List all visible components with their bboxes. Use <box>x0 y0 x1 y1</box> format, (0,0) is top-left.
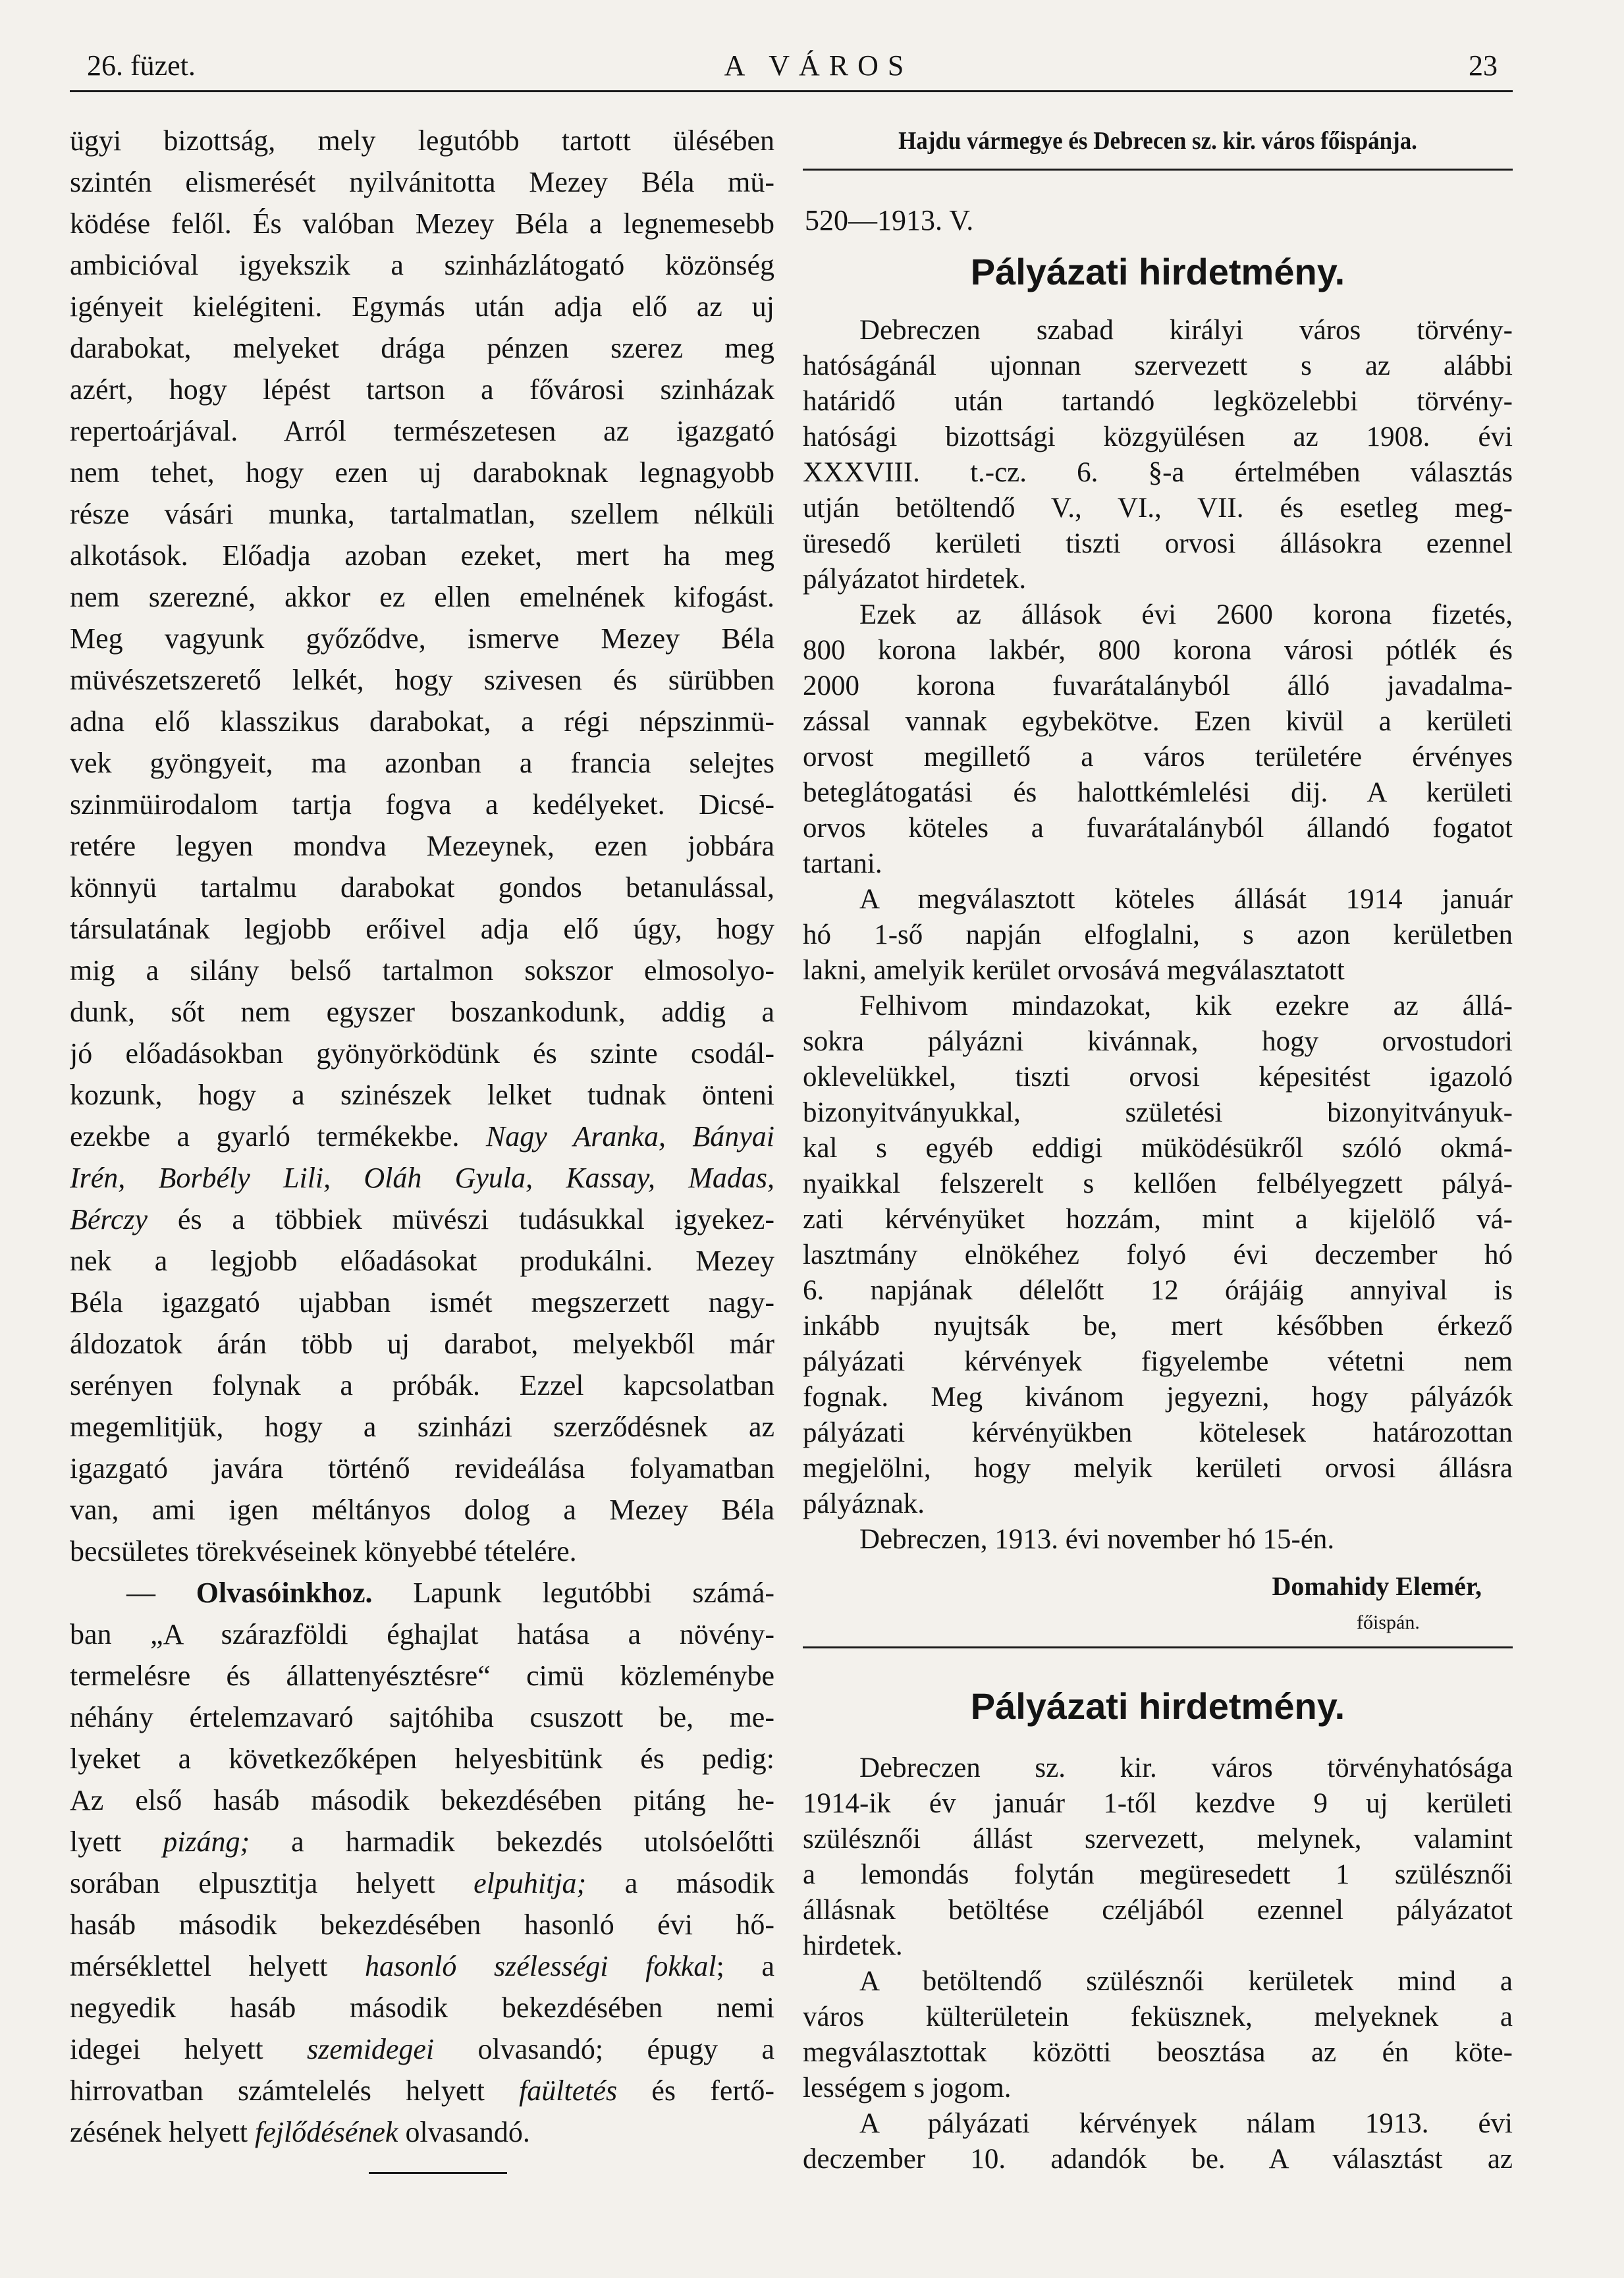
text-line: orvos köteles a fuvarátalányból állandó fogatot <box>803 813 1513 844</box>
text-line: megemlitjük, hogy a szinházi szerződésnek az <box>70 1411 774 1443</box>
issue-number: 26. füzet. <box>87 49 196 82</box>
text-line: kozunk, hogy a szinészek lelket tudnak önteni <box>70 1079 774 1111</box>
text-line: Béla igazgató ujabban ismét megszerzett nagy- <box>70 1286 774 1318</box>
text-line: része vásári munka, tartalmatlan, szellem nélküli <box>70 498 774 530</box>
text-line: állásnak betöltése czéljából ezennel pályázatot <box>803 1895 1513 1926</box>
text-segment: a második <box>586 1867 774 1899</box>
text-segment: lyett <box>70 1826 163 1858</box>
text-segment: hirrovatban számtelelés helyett <box>70 2075 520 2107</box>
text-segment: idegei helyett <box>70 2033 308 2065</box>
text-line: darabokat, melyeket drága pénzen szerez meg <box>70 332 774 364</box>
text-line: lakni, amelyik kerület orvosává megválasztatott <box>803 955 1345 986</box>
text-line: hasáb második bekezdésében hasonló évi hő- <box>70 1909 774 1941</box>
text-segment: a harmadik bekezdés utolsóelőtti <box>250 1826 774 1858</box>
text-line: inkább nyujtsák be, mert későbben érkező <box>803 1311 1513 1342</box>
text-line: ambicióval igyekszik a szinházlátogató közönség <box>70 249 774 281</box>
text-line: nem szerezné, akkor ez ellen emelnének kifogást. <box>70 581 774 613</box>
text-line: megválasztottak közötti beosztása az én köte- <box>803 2037 1513 2068</box>
text-line: vek gyöngyeit, ma azonban a francia selejtes <box>70 747 774 779</box>
text-line: XXXVIII. t.-cz. 6. §-a értelmében választás <box>803 457 1513 488</box>
text-line: utján betöltendő V., VI., VII. és esetleg meg- <box>803 493 1513 524</box>
text-segment: ; a <box>716 1950 774 1982</box>
heading-rule <box>803 169 1513 171</box>
text-segment: Lapunk legutóbbi számá- <box>372 1577 774 1609</box>
text-line: müvészetszerető lelkét, hogy szivesen és sürübben <box>70 664 774 696</box>
text-line: Az első hasáb második bekezdésében pitáng he- <box>70 1784 774 1816</box>
text-line: retére legyen mondva Mezeynek, ezen jobbára <box>70 830 774 862</box>
text-segment: ezekbe a gyarló termékekbe. <box>70 1120 486 1153</box>
text-segment: sorában elpusztitja helyett <box>70 1867 474 1899</box>
text-line: A megválasztott köteles állását 1914 január <box>859 884 1513 915</box>
text-line: sokra pályázni kivánnak, hogy orvostudori <box>803 1026 1513 1057</box>
signature-title: főispán. <box>1357 1612 1420 1633</box>
italic-text: elpuhitja; <box>474 1867 587 1899</box>
text-line <box>70 2028 774 2070</box>
text-line: negyedik hasáb második bekezdésében nemi <box>70 1992 774 2024</box>
italic-text: faültetés <box>519 2075 618 2107</box>
text-line: beteglátogatási és halottkémlelési dij. A kerületi <box>803 777 1513 808</box>
text-line: A pályázati kérvények nálam 1913. évi <box>859 2108 1513 2139</box>
journal-title: A VÁROS <box>724 49 913 82</box>
text-line: szülésznői állást szervezett, melynek, valamint <box>803 1824 1513 1855</box>
text-line <box>70 2070 774 2111</box>
text-line: 6. napjának délelőtt 12 órájáig annyival is <box>803 1275 1513 1306</box>
text-line: pályázati kérvények figyelembe vétetni nem <box>803 1346 1513 1377</box>
text-line <box>70 1572 774 1614</box>
text-line: ban „A szárazföldi éghajlat hatása a növény- <box>70 1618 774 1650</box>
text-segment: — <box>126 1577 196 1609</box>
reference-number: 520—1913. V. <box>805 204 974 236</box>
text-line: pályáznak. <box>803 1488 925 1519</box>
text-line: tartani. <box>803 848 882 879</box>
text-segment: zésének helyett <box>70 2116 255 2148</box>
text-line <box>70 2111 774 2153</box>
text-line <box>70 1199 774 1240</box>
text-line: pályázati kérvényükben kötelesek határozottan <box>803 1417 1513 1448</box>
text-line: azért, hogy lépést tartson a fővárosi szinházak <box>70 373 774 406</box>
text-line: 1914-ik év január 1-től kezdve 9 uj kerületi <box>803 1788 1513 1819</box>
text-line: orvost megillető a város területére érvényes <box>803 742 1513 773</box>
text-line: lességem s jogom. <box>803 2073 1012 2103</box>
left-column <box>70 120 774 2153</box>
text-line: hó 1-ső napján elfoglalni, s azon kerületben <box>803 919 1513 950</box>
text-line: igényeit kielégiteni. Egymás után adja elő az uj <box>70 290 774 323</box>
text-line: alkotások. Előadja azoban ezeket, mert ha meg <box>70 539 774 572</box>
text-line: Felhivom mindazokat, kik ezekre az állá- <box>859 990 1513 1021</box>
text-line: ügyi bizottság, mely legutóbb tartott ülésében <box>70 124 774 157</box>
italic-text: szemidegei <box>307 2033 435 2065</box>
text-segment: és fertő- <box>617 2075 774 2107</box>
text-line: hatóságánál ujonnan szervezett s az alábbi <box>803 350 1513 381</box>
text-line: Debreczen szabad királyi város törvény- <box>859 315 1513 346</box>
text-line: serényen folynak a próbák. Ezzel kapcsolatban <box>70 1369 774 1401</box>
text-line: kal s egyéb eddigi müködésükről szóló okmá- <box>803 1133 1513 1164</box>
italic-text: pizáng; <box>163 1826 250 1858</box>
notice-body <box>803 313 1513 1558</box>
notice-title: Pályázati hirdetmény. <box>970 251 1345 292</box>
text-line: Meg vagyunk győződve, ismerve Mezey Béla <box>70 622 774 655</box>
text-line: zással vannak egybekötve. Ezen kivül a kerületi <box>803 706 1513 737</box>
text-line: repertoárjával. Arról természetesen az igazgató <box>70 415 774 447</box>
text-segment: olvasandó; épugy a <box>434 2033 774 2065</box>
text-line: nem tehet, hogy ezen uj daraboknak legnagyobb <box>70 456 774 489</box>
text-line <box>70 1157 774 1199</box>
text-line: áldozatok árán több uj darabot, melyekből már <box>70 1328 774 1360</box>
text-line: társulatának legjobb erőivel adja elő úgy, hogy <box>70 913 774 945</box>
text-segment: és a többiek müvészi tudásukkal igyekez- <box>148 1203 774 1235</box>
text-line: mig a silány belső tartalmon sokszor elmosolyo- <box>70 954 774 987</box>
text-line: termelésre és állattenyésztésre“ cimü közleménybe <box>70 1660 774 1692</box>
text-line: pályázatot hirdetek. <box>803 564 1027 595</box>
text-line: Debreczen, 1913. évi november hó 15-én. <box>859 1524 1335 1555</box>
text-segment: mérséklettel helyett <box>70 1950 365 1982</box>
text-line: Ezek az állások évi 2600 korona fizetés, <box>859 599 1513 630</box>
text-line: A betöltendő szülésznői kerületek mind a <box>859 1966 1513 1997</box>
text-line: nyaikkal felszerelt s kellően felbélyegzett pályá- <box>803 1168 1513 1199</box>
text-line: hatósági bizottsági közgyülésen az 1908. évi <box>803 421 1513 452</box>
text-line: a lemondás folytán megüresedett 1 szülésznői <box>803 1859 1513 1890</box>
bold-text: Olvasóinkhoz. <box>196 1577 373 1609</box>
text-line: hirdetek. <box>803 1930 903 1961</box>
italic-text: Irén, Borbély Lili, Oláh Gyula, Kassay, Madas, <box>70 1162 774 1194</box>
notice-title-2: Pályázati hirdetmény. <box>970 1685 1345 1727</box>
italic-text: hasonló szélességi fokkal <box>365 1950 717 1982</box>
text-line: fognak. Meg kivánom jegyezni, hogy pályázók <box>803 1382 1513 1413</box>
text-line: 800 korona lakbér, 800 korona városi pótlék és <box>803 635 1513 666</box>
text-line: dunk, sőt nem egyszer boszankodunk, addig a <box>70 996 774 1028</box>
text-line: Debreczen sz. kir. város törvényhatósága <box>859 1752 1513 1783</box>
text-line: ködése felől. És valóban Mezey Béla a legnemesebb <box>70 207 774 240</box>
italic-text: Bérczy <box>70 1203 148 1235</box>
text-segment: olvasandó. <box>398 2116 530 2148</box>
page-number: 23 <box>1469 49 1498 82</box>
signature: Domahidy Elemér, <box>1272 1571 1482 1601</box>
italic-text: Nagy Aranka, Bányai <box>485 1120 774 1153</box>
notice-separator <box>803 1646 1513 1648</box>
text-line: adna elő klasszikus darabokat, a régi népszinmü- <box>70 705 774 738</box>
text-line: oklevelükkel, tiszti orvosi képesitést igazoló <box>803 1062 1513 1093</box>
text-line: lasztmány elnökéhez folyó évi deczember hó <box>803 1239 1513 1270</box>
text-line <box>70 1862 774 1904</box>
text-line: igazgató javára történő revideálása folyamatban <box>70 1452 774 1484</box>
section-heading: Hajdu vármegye és Debrecen sz. kir. város főispánja. <box>898 127 1417 155</box>
text-line: deczember 10. adandók be. A választást az <box>803 2144 1513 2175</box>
text-line: könnyü tartalmu darabokat gondos betanulással, <box>70 871 774 904</box>
text-line: zati kérvényüket hozzám, mint a kijelölő vá- <box>803 1204 1513 1235</box>
notice-body-2 <box>803 1750 1513 2177</box>
text-line: 2000 korona fuvarátalányból álló javadalma- <box>803 670 1513 701</box>
italic-text: fejlődésének <box>254 2116 398 2148</box>
text-line: szinmüirodalom tartja fogva a kedélyeket. Dicsé- <box>70 788 774 821</box>
text-line: lyeket a következőképen helyesbitünk és pedig: <box>70 1743 774 1775</box>
text-line: város külterületein feküsznek, melyeknek a <box>803 2001 1513 2032</box>
text-line <box>70 1116 774 1157</box>
text-line: bizonyitványukkal, születési bizonyitványuk- <box>803 1097 1513 1128</box>
text-line: van, ami igen méltányos dolog a Mezey Béla <box>70 1494 774 1526</box>
end-rule <box>369 2172 507 2174</box>
text-line: megjelölni, hogy melyik kerületi orvosi állásra <box>803 1453 1513 1484</box>
text-line: jó előadásokban gyönyörködünk és szinte csodál- <box>70 1037 774 1070</box>
text-line: nek a legjobb előadásokat produkálni. Mezey <box>70 1245 774 1277</box>
text-line: néhány értelemzavaró sajtóhiba csuszott be, me- <box>70 1701 774 1733</box>
text-line: határidő után tartandó legközelebbi törvény- <box>803 386 1513 417</box>
text-line: becsületes törekvéseinek könyebbé tételére. <box>70 1535 577 1567</box>
text-line: szintén elismerését nyilvánitotta Mezey Béla mü- <box>70 166 774 198</box>
text-line: üresedő kerületi tiszti orvosi állásokra ezennel <box>803 528 1513 559</box>
text-line <box>70 1945 774 1987</box>
header-rule <box>70 90 1513 92</box>
text-line <box>70 1821 774 1862</box>
